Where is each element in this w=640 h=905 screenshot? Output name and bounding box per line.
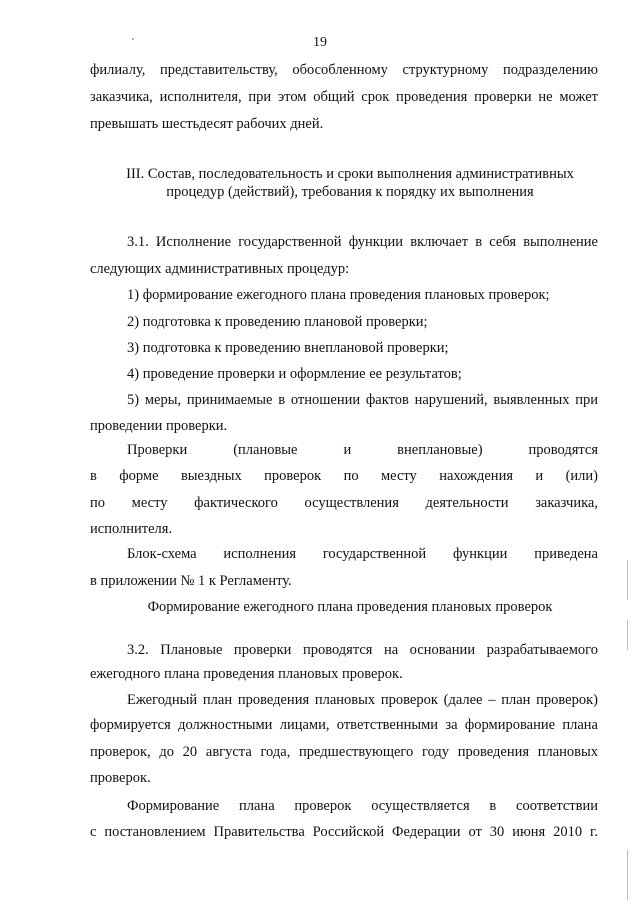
list-item: 5) меры, принимаемые в отношении фактов нарушений, выявленных при xyxy=(127,392,598,408)
paragraph-line: ежегодного плана проведения плановых проверок. xyxy=(90,666,403,682)
paragraph-line: филиалу, представительству, обособленному структурному подразделению xyxy=(90,62,598,78)
scan-speck xyxy=(132,38,134,40)
page-number: 19 xyxy=(313,35,327,50)
paragraph-line: в форме выездных проверок по месту нахождения и (или) xyxy=(90,468,598,484)
list-item: проведении проверки. xyxy=(90,418,228,434)
scan-artifact xyxy=(627,620,628,650)
paragraph-line: в приложении № 1 к Регламенту. xyxy=(90,573,292,589)
paragraph-line: проверок, до 20 августа года, предшествующего году проведения плановых xyxy=(90,744,598,760)
scan-artifact xyxy=(627,560,628,600)
paragraph-line: следующих административных процедур: xyxy=(90,261,350,277)
list-item: 4) проведение проверки и оформление ее результатов; xyxy=(127,366,462,382)
list-item: 3) подготовка к проведению внеплановой проверки; xyxy=(127,340,449,356)
list-item: 2) подготовка к проведению плановой проверки; xyxy=(127,314,428,330)
subsection-heading: Формирование ежегодного плана проведения плановых проверок xyxy=(147,599,553,615)
section-heading-line: III. Состав, последовательность и сроки выполнения административных xyxy=(126,166,574,182)
paragraph-line: Блок-схема исполнения государственной функции приведена xyxy=(127,546,598,562)
paragraph-line: Ежегодный план проведения плановых проверок (далее – план проверок) xyxy=(127,692,598,708)
paragraph-line: проверок. xyxy=(90,770,151,786)
section-heading-line: процедур (действий), требования к порядку их выполнения xyxy=(166,184,534,200)
paragraph-line: превышать шестьдесят рабочих дней. xyxy=(90,116,324,132)
paragraph-line: заказчика, исполнителя, при этом общий срок проведения проверки не может xyxy=(90,89,598,105)
list-item: 1) формирование ежегодного плана проведения плановых проверок; xyxy=(127,287,550,303)
paragraph-line: 3.2. Плановые проверки проводятся на основании разрабатываемого xyxy=(127,642,598,658)
paragraph-line: формируется должностными лицами, ответственными за формирование плана xyxy=(90,717,598,733)
paragraph-line: с постановлением Правительства Российской Федерации от 30 июня 2010 г. xyxy=(90,824,598,840)
paragraph-line: исполнителя. xyxy=(90,521,173,537)
paragraph-line: 3.1. Исполнение государственной функции включает в себя выполнение xyxy=(127,234,598,250)
paragraph-line: Формирование плана проверок осуществляется в соответствии xyxy=(127,798,598,814)
paragraph-line: по месту фактического осуществления деятельности заказчика, xyxy=(90,495,598,511)
scan-artifact xyxy=(627,850,628,900)
paragraph-line: Проверки (плановые и внеплановые) проводятся xyxy=(127,442,598,458)
